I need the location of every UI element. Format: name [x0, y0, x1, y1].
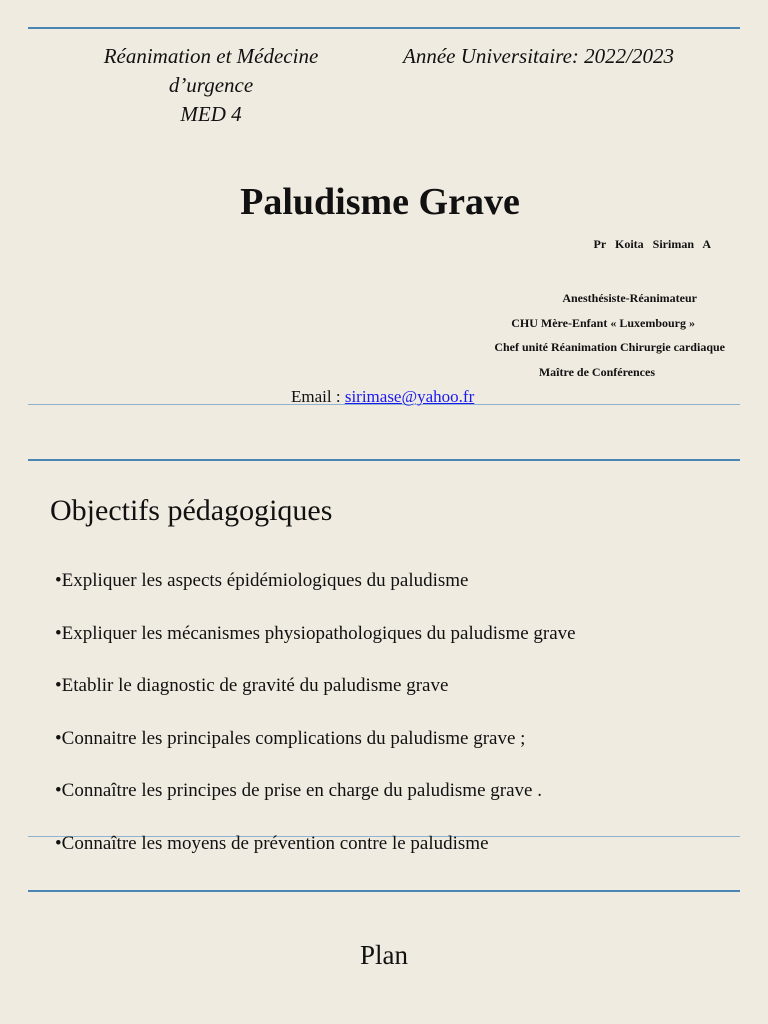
objective-item: •Etablir le diagnostic de gravité du paludisme grave	[55, 675, 449, 697]
author-name: Pr Koita Siriman A	[593, 237, 711, 251]
objective-item: •Expliquer les aspects épidémiologiques du paludisme	[55, 570, 469, 591]
email-line	[291, 387, 474, 407]
credential-line: CHU Mère-Enfant « Luxembourg »	[511, 315, 695, 330]
course-line: d’urgence	[168, 73, 254, 97]
author-credentials	[494, 286, 725, 384]
objective-item: •Connaitre les principales complications du paludisme grave ;	[55, 727, 526, 749]
course-line: MED 4	[180, 102, 242, 126]
slide3-top-divider	[28, 890, 740, 892]
email-link[interactable]: sirimase@yahoo.fr	[344, 387, 475, 406]
slide2-top-divider	[28, 459, 740, 461]
slide-title: Paludisme Grave	[240, 181, 520, 223]
objective-item: •Connaître les principes de prise en charge du paludisme grave .	[55, 780, 542, 802]
credential-line: Maître de Conférences	[538, 364, 655, 379]
email-label: Email :	[291, 387, 341, 406]
credential-line: Anesthésiste-Réanimateur	[562, 291, 697, 305]
top-divider	[28, 27, 740, 29]
academic-year: Année Universitaire: 2022/2023	[403, 44, 675, 68]
objectives-list	[55, 568, 576, 884]
course-name	[80, 42, 342, 129]
credential-line: Chef unité Réanimation Chirurgie cardiaque	[494, 340, 725, 354]
objective-item: •Expliquer les mécanismes physiopathologiques du paludisme grave	[55, 622, 576, 644]
objectives-heading: Objectifs pédagogiques	[50, 494, 333, 527]
objective-item: •Connaître les moyens de prévention contre le paludisme	[55, 832, 489, 854]
plan-heading: Plan	[359, 940, 408, 970]
course-line: Réanimation et Médecine	[103, 44, 319, 68]
